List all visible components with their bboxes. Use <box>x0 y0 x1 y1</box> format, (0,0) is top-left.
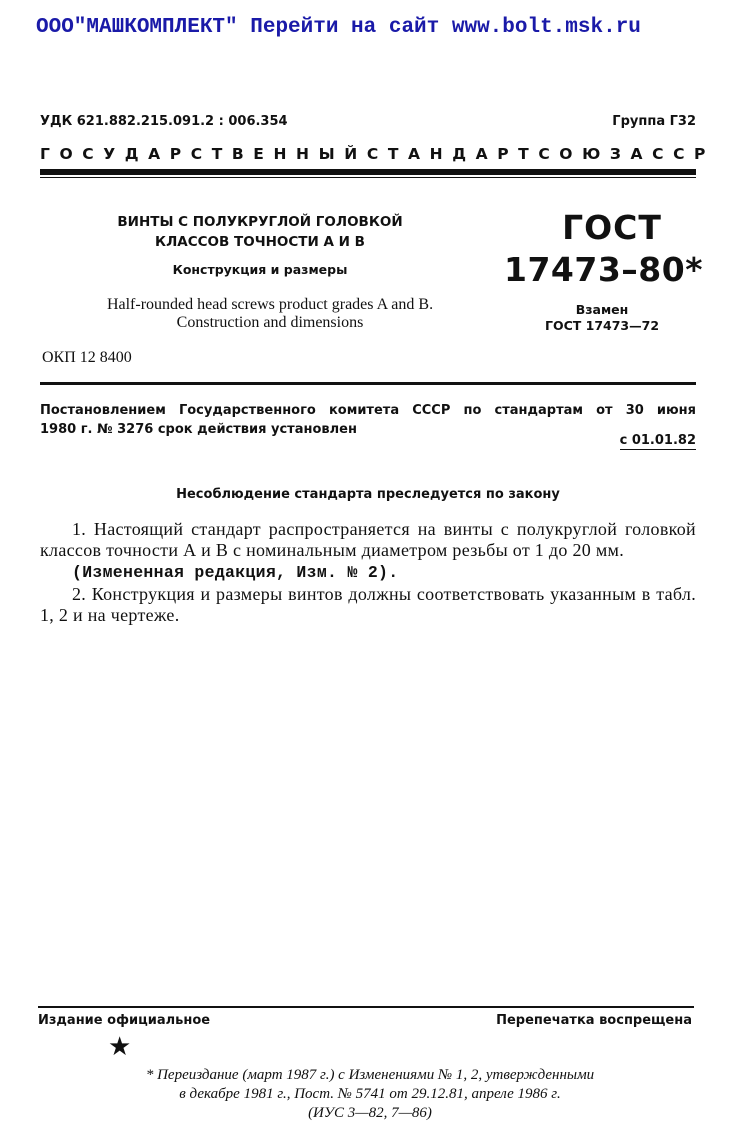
effective-date: с 01.01.82 <box>619 433 696 448</box>
replaces-block <box>512 302 692 334</box>
gost-number: 17473–80* <box>504 250 703 289</box>
banner-word-3: СОЮЗА <box>538 145 653 163</box>
amendment-note: (Измененная редакция, Изм. № 2). <box>72 563 399 582</box>
title-ru-line2: КЛАССОВ ТОЧНОСТИ А И В <box>155 234 365 250</box>
title-english <box>40 296 500 332</box>
okp-code: ОКП 12 8400 <box>42 349 132 366</box>
state-standard-banner <box>40 145 716 163</box>
site-link[interactable]: ООО"МАШКОМПЛЕКТ" Перейти на сайт www.bolt.msk.ru <box>36 16 641 39</box>
footnote-line1: * Переиздание (март 1987 г.) с Изменениями № 1, 2, утвержденными <box>145 1067 595 1083</box>
banner-word-4: ССР <box>652 145 716 163</box>
footnote-line2: в декабре 1981 г., Пост. № 5741 от 29.12.81, апреле 1986 г. <box>179 1086 561 1102</box>
title-en-line1: Half-rounded head screws product grades A and B. <box>106 296 434 313</box>
official-edition: Издание официальное <box>38 1013 211 1028</box>
replaces-value: ГОСТ 17473—72 <box>544 318 660 333</box>
section-rule <box>40 382 696 385</box>
title-en-line2: Construction and dimensions <box>176 314 364 331</box>
header-rule <box>40 169 696 175</box>
star-icon: ★ <box>108 1032 132 1061</box>
footnote-line3: (ИУС 3—82, 7—86) <box>308 1105 432 1121</box>
replaces-label: Взамен <box>575 302 629 317</box>
paragraph-2: 2. Конструкция и размеры винтов должны соответствовать указанным в табл. 1, 2 и на чертеже. <box>40 584 696 625</box>
reprint-footnote <box>70 1066 670 1123</box>
footer-rule <box>38 1006 694 1008</box>
decree-line1: Постановлением Государственного комитета СССР по стандартам от 30 июня <box>40 403 696 418</box>
banner-word-2: СТАНДАРТ <box>366 145 539 163</box>
decree-line2: 1980 г. № 3276 срок действия установлен <box>40 422 357 437</box>
title-ru-line1: ВИНТЫ С ПОЛУКРУГЛОЙ ГОЛОВКОЙ <box>117 214 403 230</box>
header-rule-thin <box>40 177 696 178</box>
reprint-prohibited: Перепечатка воспрещена <box>496 1013 692 1028</box>
banner-word-1: ГОСУДАРСТВЕННЫЙ <box>40 145 367 163</box>
title-russian <box>90 212 430 252</box>
gost-label: ГОСТ <box>562 208 662 247</box>
group-code: Группа Г32 <box>612 114 696 129</box>
standard-body <box>40 519 696 626</box>
udk-code: УДК 621.882.215.091.2 : 006.354 <box>40 114 288 129</box>
law-notice: Несоблюдение стандарта преследуется по закону <box>176 487 560 502</box>
decree-text <box>40 401 696 439</box>
paragraph-1: 1. Настоящий стандарт распространяется на винты с полукруглой головкой классов точности А и В с номинальным диаметром резьбы от 1 до 20 мм. <box>40 519 696 560</box>
subtitle-russian: Конструкция и размеры <box>172 262 348 277</box>
